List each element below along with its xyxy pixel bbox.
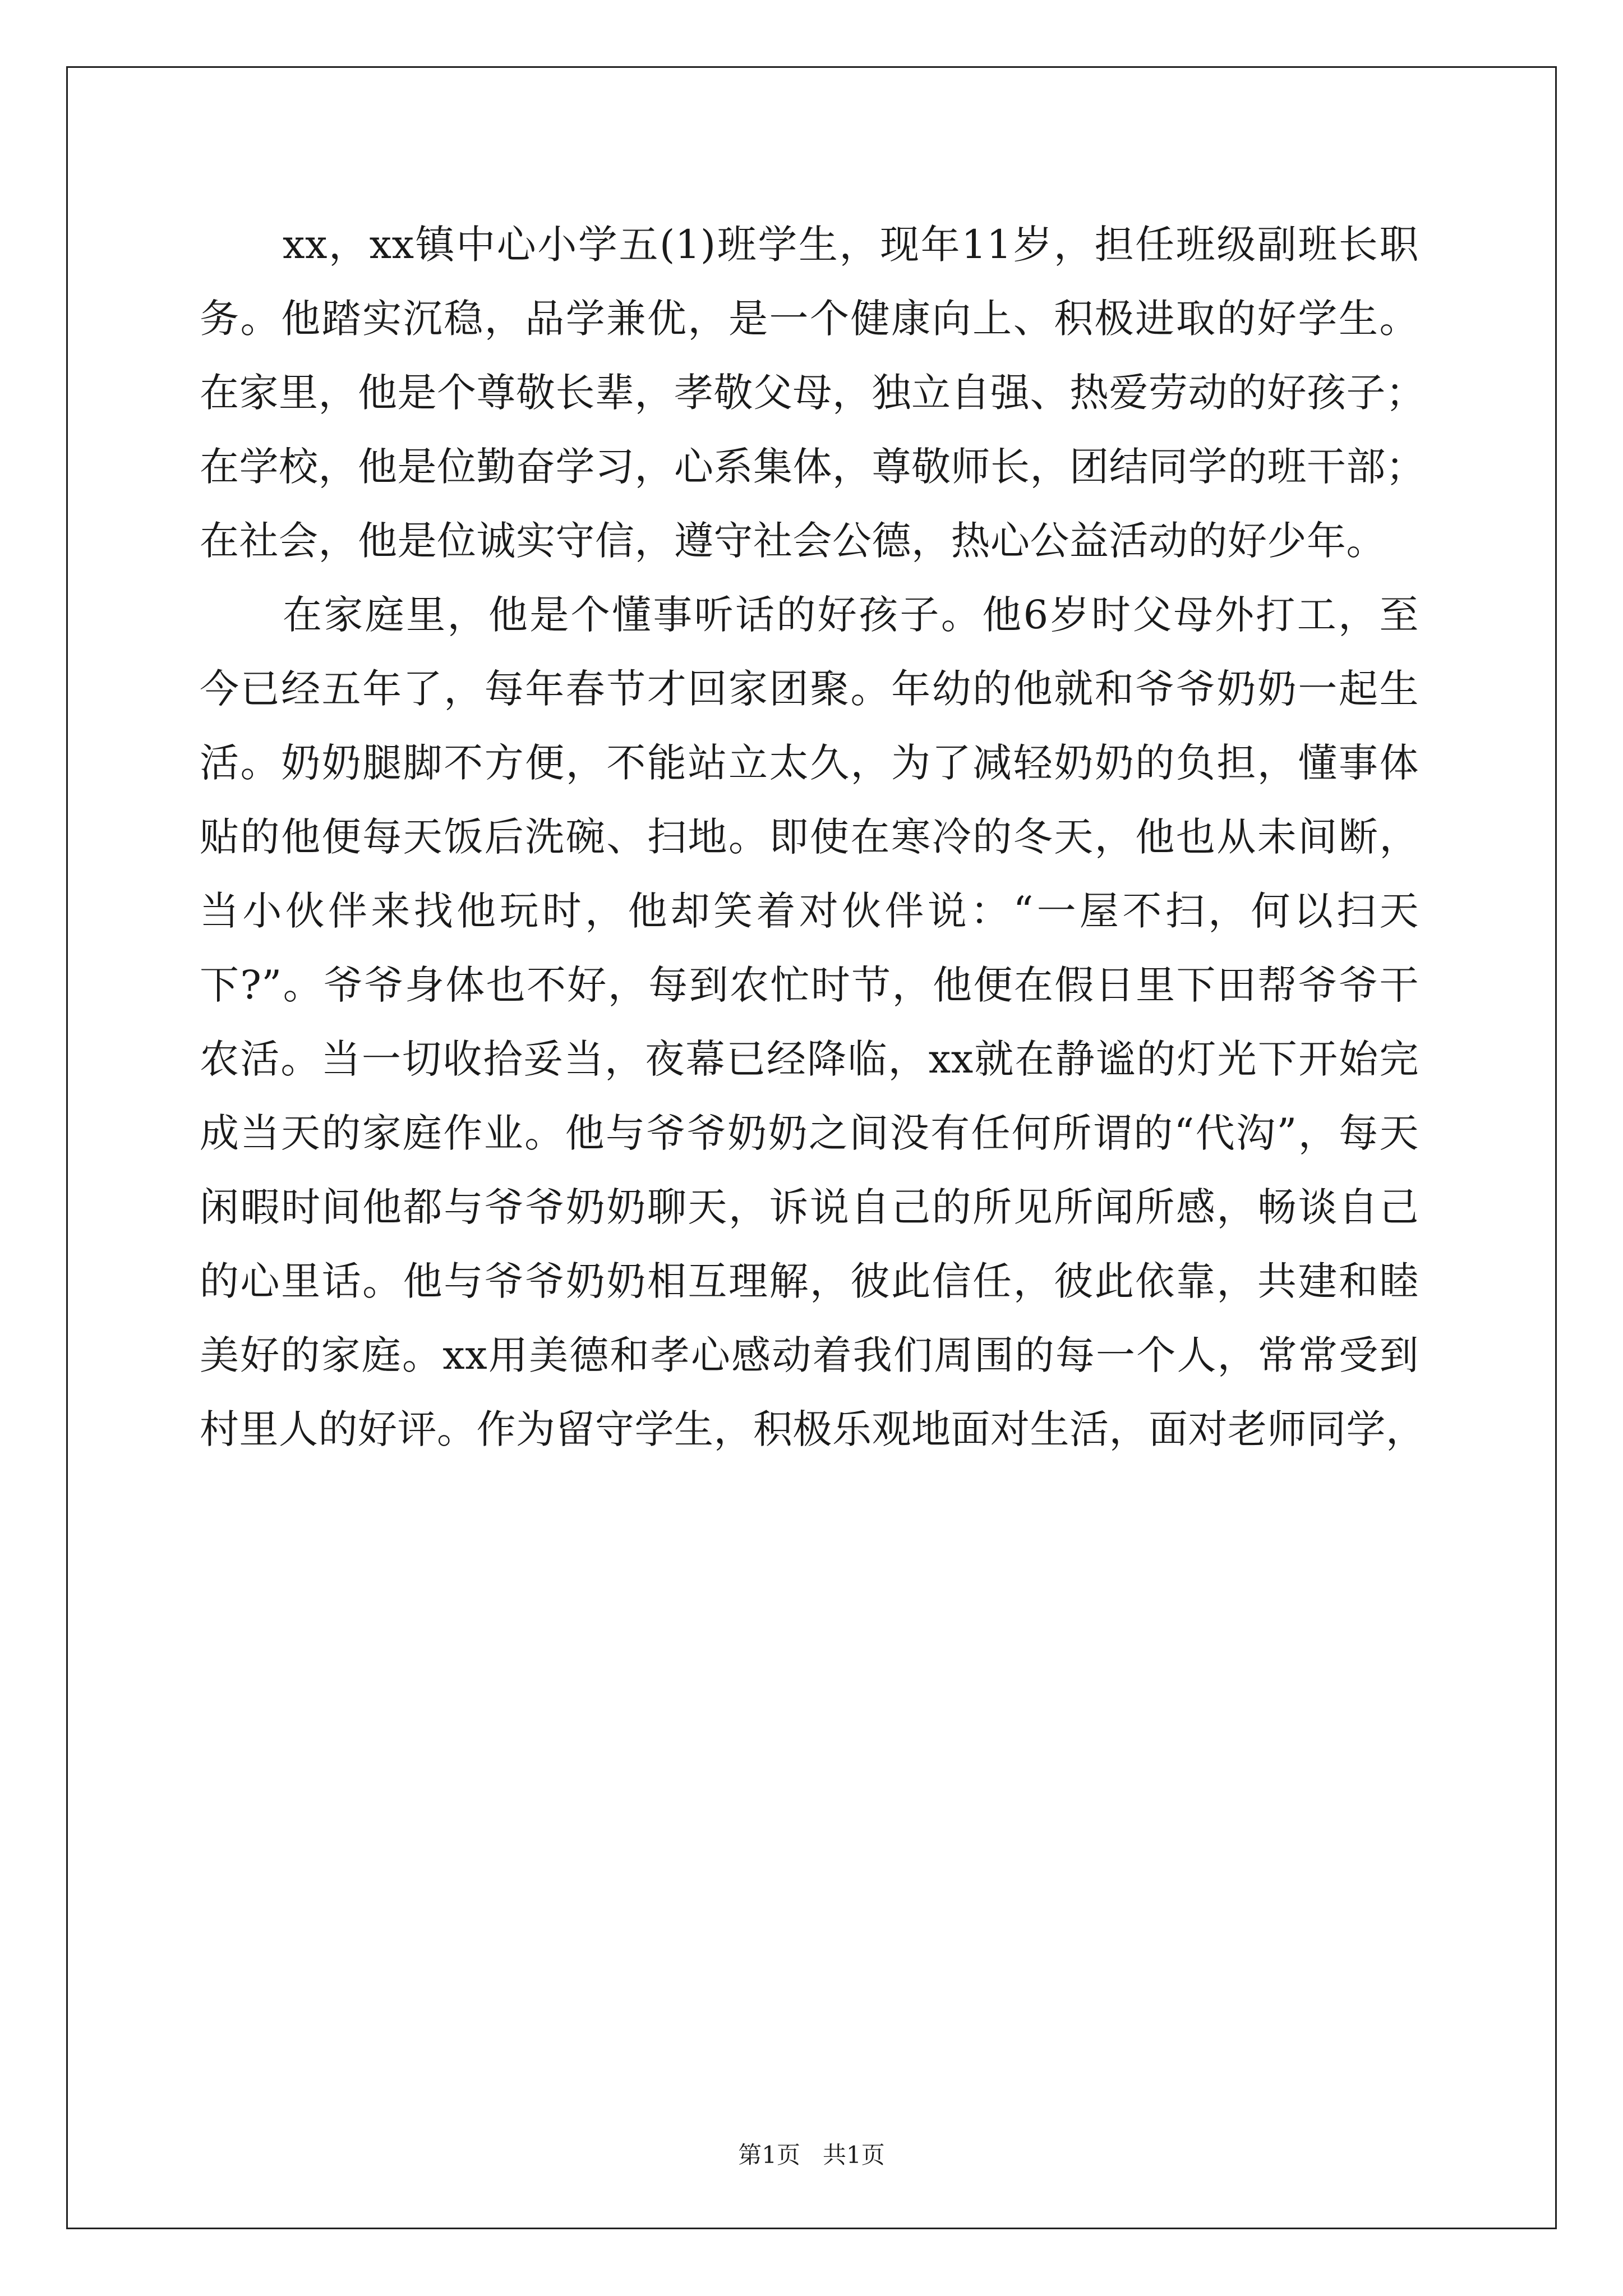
paragraph-1-line-4: 在学校，他是位勤奋学习，心系集体，尊敬师长，团结同学的班干部；: [200, 444, 1426, 490]
paragraph-1-line-3: 在家里，他是个尊敬长辈，孝敬父母，独立自强、热爱劳动的好孩子；: [200, 370, 1426, 416]
paragraph-2-line-11: 美好的家庭。xx用美德和孝心感动着我们周围的每一个人，常常受到: [200, 1332, 1419, 1378]
paragraph-2-line-4: 贴的他便每天饭后洗碗、扫地。即使在寒冷的冬天，他也从未间断，: [200, 814, 1419, 860]
paragraph-2-line-3: 活。奶奶腿脚不方便，不能站立太久，为了减轻奶奶的负担，懂事体: [200, 740, 1419, 786]
paragraph-2-line-9: 闲暇时间他都与爷爷奶奶聊天，诉说自己的所见所闻所感，畅谈自己: [200, 1184, 1419, 1230]
page-footer: 第1页 共1页: [738, 2141, 885, 2169]
paragraph-2-line-6: 下?”。爷爷身体也不好，每到农忙时节，他便在假日里下田帮爷爷干: [200, 962, 1419, 1008]
paragraph-2-line-10: 的心里话。他与爷爷奶奶相互理解，彼此信任，彼此依靠，共建和睦: [200, 1258, 1419, 1304]
paragraph-2-line-8: 成当天的家庭作业。他与爷爷奶奶之间没有任何所谓的“代沟”，每天: [200, 1110, 1419, 1156]
document-body: [200, 208, 1426, 1466]
paragraph-2-line-5: 当小伙伴来找他玩时，他却笑着对伙伴说：“一屋不扫，何以扫天: [200, 888, 1419, 934]
paragraph-1-line-2: 务。他踏实沉稳，品学兼优，是一个健康向上、积极进取的好学生。: [200, 296, 1419, 342]
paragraph-2-line-12: 村里人的好评。作为留守学生，积极乐观地面对生活，面对老师同学，: [200, 1406, 1426, 1452]
paragraph-2-line-2: 今已经五年了，每年春节才回家团聚。年幼的他就和爷爷奶奶一起生: [200, 666, 1419, 712]
paragraph-2-line-1: 在家庭里，他是个懂事听话的好孩子。他6岁时父母外打工，至: [283, 592, 1419, 638]
paragraph-2-line-7: 农活。当一切收拾妥当，夜幕已经降临，xx就在静谧的灯光下开始完: [200, 1036, 1419, 1082]
paragraph-1-line-5: 在社会，他是位诚实守信，遵守社会公德，热心公益活动的好少年。: [200, 518, 1386, 564]
paragraph-1-line-1: xx，xx镇中心小学五(1)班学生，现年11岁，担任班级副班长职: [283, 222, 1419, 268]
